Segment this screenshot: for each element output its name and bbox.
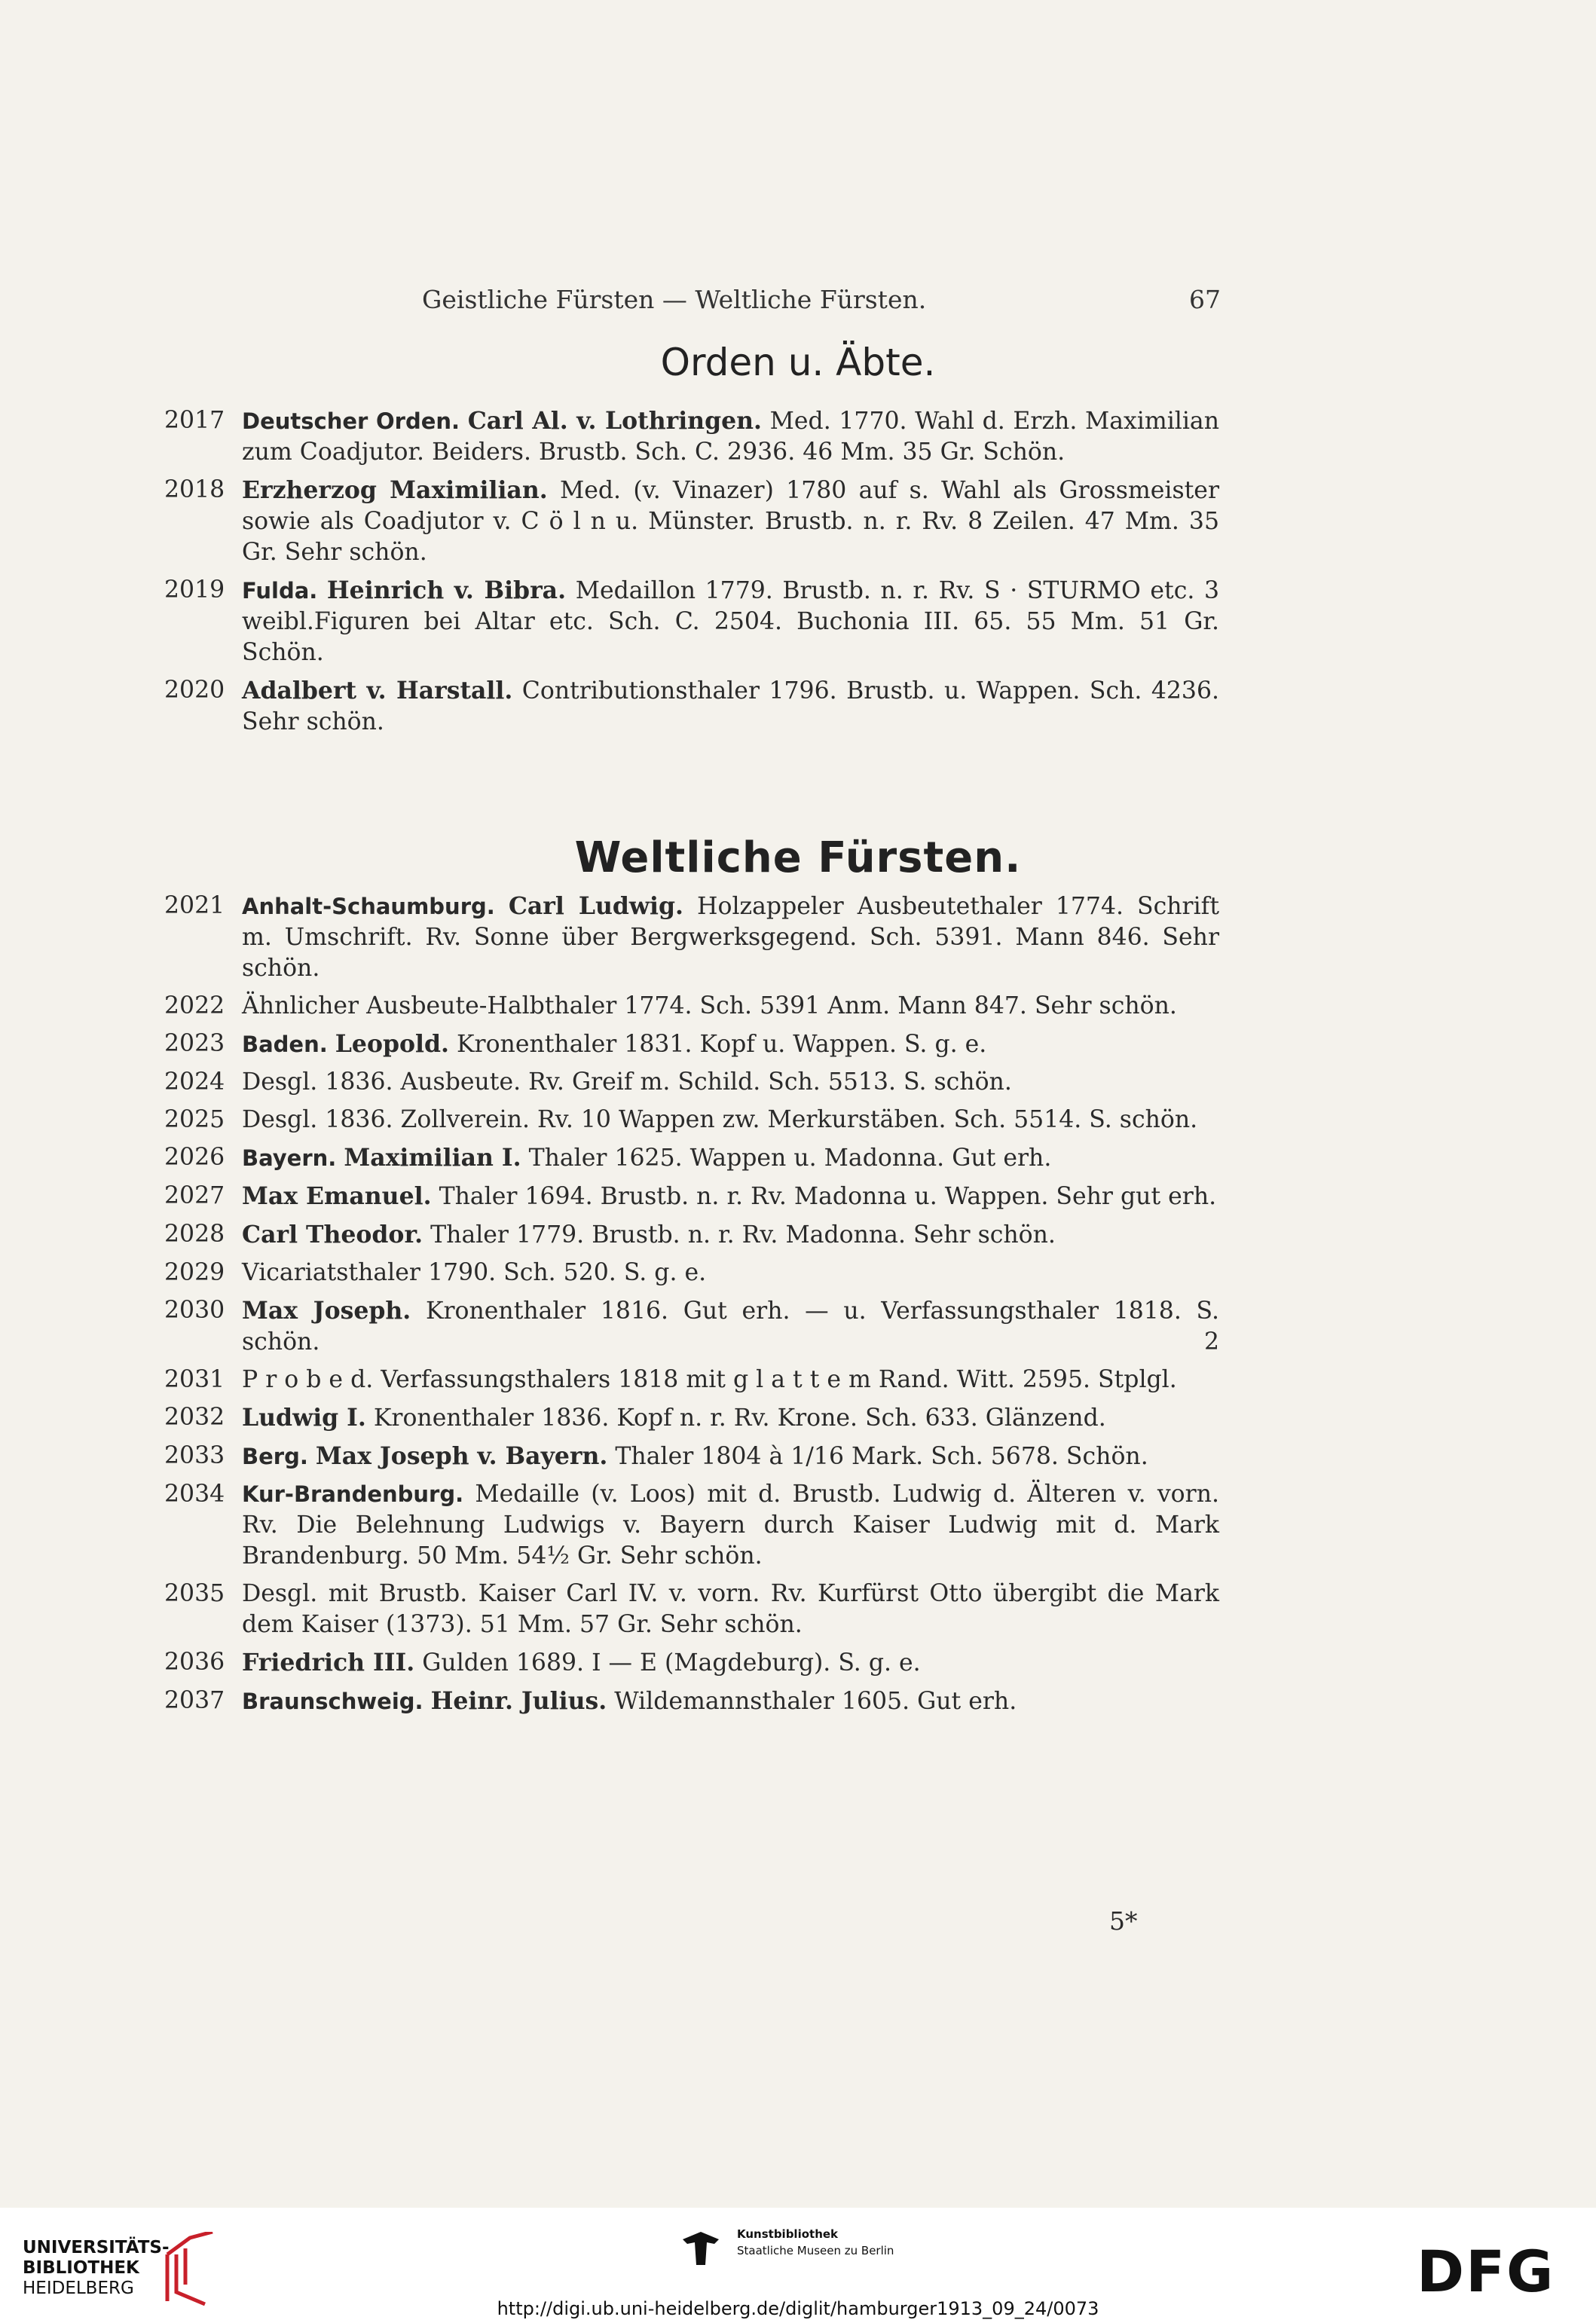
- entry-text: Thaler 1779. Brustb. n. r. Rv. Madonna. Sehr schön.: [430, 1221, 1056, 1249]
- entry-number: 2020: [164, 677, 225, 704]
- entry-ruler: Carl Al. v. Lothringen.: [467, 407, 763, 435]
- entry-count: 2: [1203, 1328, 1219, 1356]
- entry-number: 2019: [164, 576, 225, 604]
- entry-text: Thaler 1625. Wappen u. Madonna. Gut erh.: [528, 1145, 1052, 1172]
- entry-text: P r o b e d. Verfassungsthalers 1818 mit g l a t t e m Rand. Witt. 2595. Stplgl.: [242, 1366, 1177, 1393]
- entry-number: 2023: [164, 1030, 225, 1057]
- page-url[interactable]: http://digi.ub.uni-heidelberg.de/diglit/hamburger1913_09_24/0073: [497, 2298, 1099, 2319]
- ub-heidelberg-text: [23, 2238, 170, 2299]
- entry-ruler: Carl Ludwig.: [508, 892, 683, 920]
- entry-body: [242, 1579, 1219, 1640]
- entry-text: Med. (v. Vinazer) 1780 auf s. Wahl als Grossmeister sowie als Coadjutor v. C ö l n u. Münster. Brustb. n. r. Rv. 8 Zeilen. 47 Mm. 35 Gr. Sehr schön.: [242, 477, 1220, 566]
- entry-ruler: Maximilian I.: [344, 1144, 521, 1172]
- entry-text: Wildemannsthaler 1605. Gut erh.: [614, 1688, 1017, 1715]
- entry-body: [242, 1479, 1219, 1572]
- entry-text: Kronenthaler 1831. Kopf u. Wappen. S. g. e.: [457, 1031, 987, 1058]
- entry-body: [242, 1441, 1219, 1472]
- ub-line1: UNIVERSITÄTS-: [23, 2238, 170, 2257]
- catalog-entry: [164, 1479, 1219, 1572]
- entry-text: Thaler 1694. Brustb. n. r. Rv. Madonna u. Wappen. Sehr gut erh.: [439, 1183, 1217, 1210]
- entry-keyword: Kur-Brandenburg.: [242, 1481, 464, 1507]
- entry-keyword: Deutscher Orden.: [242, 408, 460, 434]
- kunstbibliothek-eagle-icon: [678, 2224, 723, 2270]
- ub-emblem-icon: [160, 2232, 220, 2307]
- entry-ruler: Erzherzog Maximilian.: [242, 476, 548, 504]
- entry-body: [242, 1295, 1219, 1358]
- entry-body: [242, 891, 1219, 984]
- kunstbibliothek-logo[interactable]: [678, 2221, 995, 2282]
- entry-text: Desgl. mit Brustb. Kaiser Carl IV. v. vorn. Rv. Kurfürst Otto übergibt die Mark dem Kaiser (1373). 51 Mm. 57 Gr. Sehr schön.: [242, 1580, 1219, 1638]
- entry-number: 2027: [164, 1182, 225, 1209]
- entry-ruler: Carl Theodor.: [242, 1221, 423, 1249]
- entry-number: 2034: [164, 1481, 225, 1508]
- kb-line2: Staatliche Museen zu Berlin: [737, 2244, 894, 2257]
- entry-text: Contributionsthaler 1796. Brustb. u. Wappen. Sch. 4236. Sehr schön.: [242, 677, 1220, 735]
- entry-ruler: Heinrich v. Bibra.: [326, 576, 567, 604]
- entry-number: 2017: [164, 407, 225, 434]
- entry-number: 2030: [164, 1297, 225, 1324]
- kunstbibliothek-text: [737, 2226, 894, 2259]
- entry-text: Kronenthaler 1836. Kopf n. r. Rv. Krone. Sch. 633. Glänzend.: [373, 1404, 1106, 1432]
- entry-text: Medaille (v. Loos) mit d. Brustb. Ludwig d. Älteren v. vorn. Rv. Die Belehnung Ludwigs v. Bayern durch Kaiser Ludwig mit d. Mark Brandenburg. 50 Mm. 54½ Gr. Sehr schön.: [242, 1481, 1219, 1570]
- entry-keyword: Bayern.: [242, 1145, 337, 1171]
- entry-number: 2036: [164, 1649, 225, 1676]
- entry-body: [242, 1402, 1219, 1434]
- entry-text: Kronenthaler 1816. Gut erh. — u. Verfassungsthaler 1818. S. schön.: [242, 1298, 1220, 1356]
- ub-line3: HEIDELBERG: [23, 2279, 134, 2298]
- entry-number: 2024: [164, 1068, 225, 1096]
- catalog-entry: [164, 405, 1219, 468]
- catalog-entry: [164, 1441, 1219, 1472]
- entry-keyword: Berg.: [242, 1444, 308, 1469]
- footer-bar: [0, 2208, 1596, 2323]
- entry-body: [242, 991, 1219, 1022]
- entry-text: Desgl. 1836. Zollverein. Rv. 10 Wappen zw. Merkurstäben. Sch. 5514. S. schön.: [242, 1106, 1198, 1133]
- entry-text: Ähnlicher Ausbeute-Halbthaler 1774. Sch. 5391 Anm. Mann 847. Sehr schön.: [242, 992, 1177, 1019]
- entry-number: 2032: [164, 1404, 225, 1431]
- entry-keyword: Anhalt-Schaumburg.: [242, 894, 495, 919]
- kb-line1: Kunstbibliothek: [737, 2227, 839, 2241]
- catalog-entry: [164, 1181, 1219, 1212]
- entry-body: [242, 1686, 1219, 1717]
- entry-body: [242, 1105, 1219, 1136]
- entry-ruler: Friedrich III.: [242, 1649, 415, 1677]
- entry-body: [242, 405, 1219, 468]
- entry-body: [242, 1029, 1219, 1060]
- entry-number: 2021: [164, 892, 225, 919]
- entry-number: 2029: [164, 1259, 225, 1286]
- catalog-entry: [164, 1402, 1219, 1434]
- entry-body: [242, 575, 1219, 668]
- catalog-entry: [164, 475, 1219, 568]
- header-title: Geistliche Fürsten — Weltliche Fürsten.: [422, 285, 927, 314]
- entry-ruler: Leopold.: [335, 1030, 449, 1058]
- ub-line2: BIBLIOTHEK: [23, 2258, 139, 2278]
- catalog-entry: [164, 991, 1219, 1022]
- signature-mark: 5*: [1109, 1906, 1138, 1936]
- dfg-logo[interactable]: DFG: [1417, 2238, 1555, 2305]
- entry-text: Desgl. 1836. Ausbeute. Rv. Greif m. Schild. Sch. 5513. S. schön.: [242, 1068, 1012, 1096]
- page-number: 67: [1189, 285, 1221, 314]
- entry-keyword: Baden.: [242, 1032, 328, 1057]
- catalog-entry: [164, 1029, 1219, 1060]
- entry-ruler: Ludwig I.: [242, 1404, 366, 1432]
- catalog-entry: [164, 1647, 1219, 1679]
- catalog-entry: [164, 1067, 1219, 1098]
- entry-ruler: Adalbert v. Harstall.: [242, 677, 513, 705]
- catalog-entry: [164, 1142, 1219, 1174]
- catalog-entry: [164, 1365, 1219, 1395]
- catalog-entry: [164, 1295, 1219, 1358]
- entry-number: 2025: [164, 1106, 225, 1133]
- entry-number: 2035: [164, 1580, 225, 1607]
- entry-list-weltliche: [164, 891, 1219, 1724]
- entry-text: Vicariatsthaler 1790. Sch. 520. S. g. e.: [242, 1259, 707, 1286]
- entry-text: Holzappeler Ausbeutethaler 1774. Schrift m. Umschrift. Rv. Sonne über Bergwerksgegend. Sch. 5391. Mann 846. Sehr schön.: [242, 893, 1219, 982]
- entry-ruler: Max Joseph v. Bayern.: [315, 1442, 608, 1470]
- catalog-entry: [164, 1219, 1219, 1251]
- entry-body: [242, 675, 1219, 738]
- section-title-weltliche: Weltliche Fürsten.: [574, 833, 1022, 882]
- entry-number: 2026: [164, 1144, 225, 1171]
- entry-number: 2022: [164, 992, 225, 1019]
- catalog-entry: [164, 1105, 1219, 1136]
- catalog-entry: [164, 575, 1219, 668]
- entry-number: 2028: [164, 1221, 225, 1248]
- entry-body: [242, 1219, 1219, 1251]
- entry-text: Thaler 1804 à 1/16 Mark. Sch. 5678. Schön.: [615, 1443, 1148, 1470]
- entry-number: 2033: [164, 1442, 225, 1469]
- entry-keyword: Fulda.: [242, 578, 318, 604]
- catalog-entry: [164, 675, 1219, 738]
- entry-list-orden: [164, 405, 1219, 744]
- entry-number: 2037: [164, 1687, 225, 1714]
- entry-number: 2018: [164, 476, 225, 503]
- entry-body: [242, 1365, 1219, 1395]
- catalog-entry: [164, 891, 1219, 984]
- entry-ruler: Heinr. Julius.: [430, 1687, 607, 1715]
- catalog-entry: [164, 1579, 1219, 1640]
- entry-body: [242, 1067, 1219, 1098]
- entry-text: Gulden 1689. I — E (Magdeburg). S. g. e.: [422, 1649, 921, 1677]
- entry-body: [242, 1647, 1219, 1679]
- section-title-orden: Orden u. Äbte.: [660, 341, 936, 384]
- entry-body: [242, 1181, 1219, 1212]
- entry-number: 2031: [164, 1366, 225, 1393]
- entry-keyword: Braunschweig.: [242, 1689, 423, 1714]
- entry-body: [242, 1142, 1219, 1174]
- entry-text: Med. 1770. Wahl d. Erzh. Maximilian zum Coadjutor. Beiders. Brustb. Sch. C. 2936. 46 Mm. 35 Gr. Schön.: [242, 408, 1220, 466]
- catalog-entry: [164, 1686, 1219, 1717]
- entry-body: [242, 1258, 1219, 1288]
- entry-body: [242, 475, 1219, 568]
- entry-text: Medaillon 1779. Brustb. n. r. Rv. S · STURMO etc. 3 weibl.Figuren bei Altar etc. Sch. C. 2504. Buchonia III. 65. 55 Mm. 51 Gr. Schön.: [242, 577, 1220, 666]
- entry-ruler: Max Emanuel.: [242, 1182, 432, 1210]
- entry-ruler: Max Joseph.: [242, 1297, 411, 1325]
- catalog-entry: [164, 1258, 1219, 1288]
